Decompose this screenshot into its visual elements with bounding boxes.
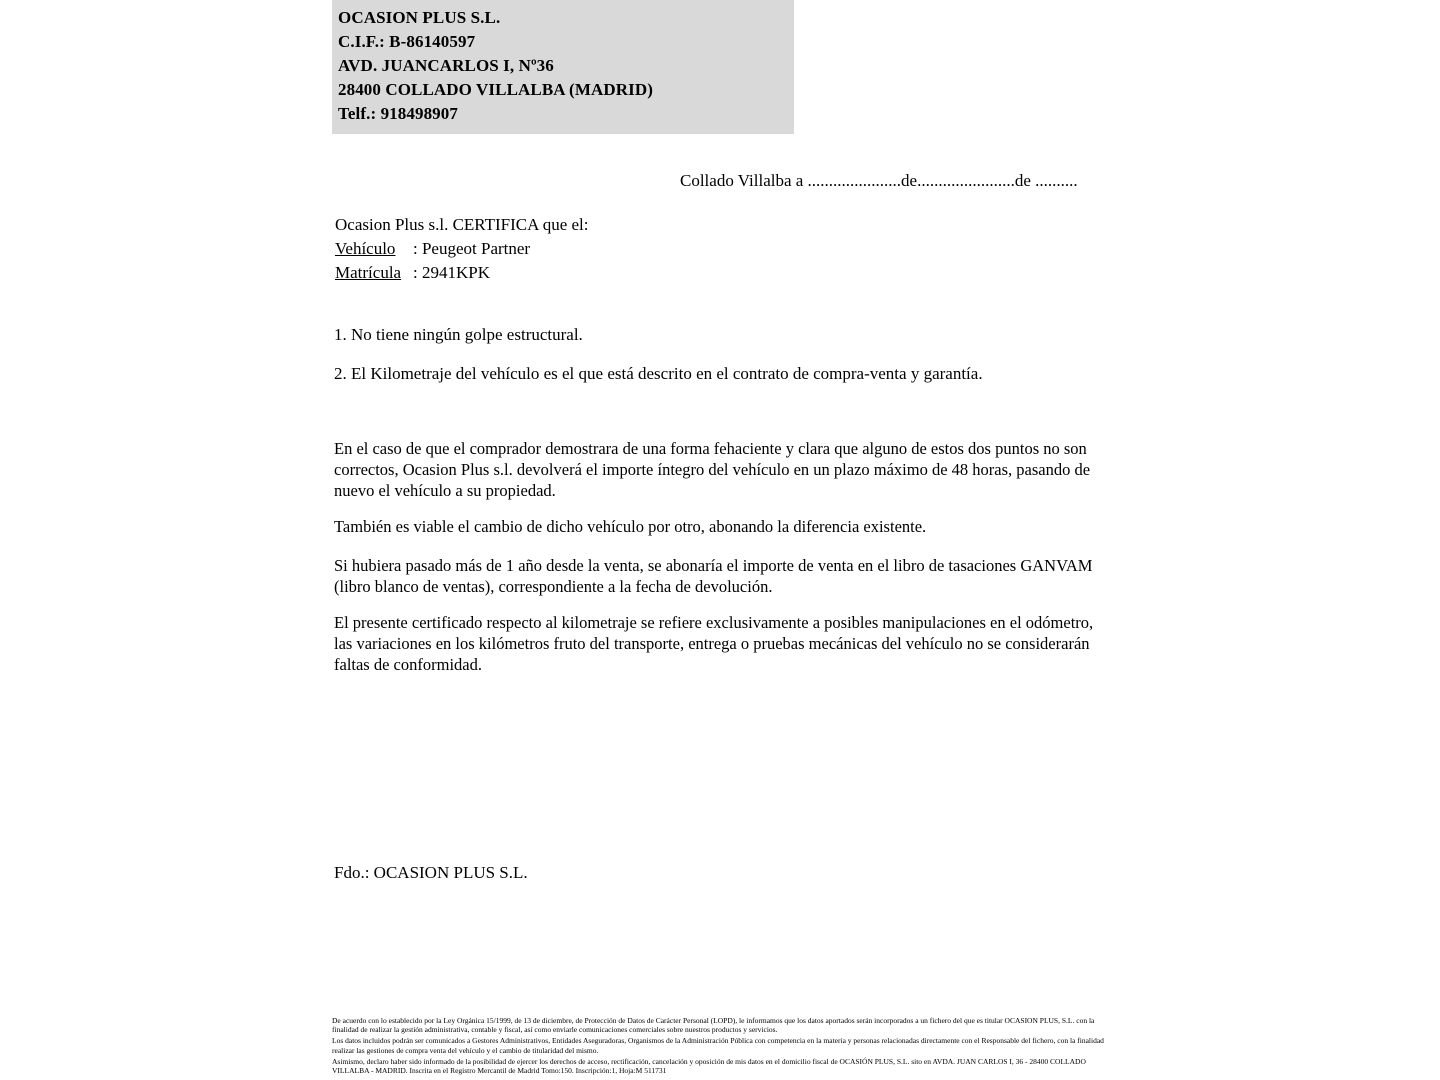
legal-notice — [332, 1016, 1122, 1077]
company-name: OCASION PLUS S.L. — [338, 8, 501, 27]
point-2: 2. El Kilometraje del vehículo es el que está descrito en el contrato de compra-venta y garantía. — [334, 364, 983, 383]
legal-paragraph-1: De acuerdo con lo establecido por la Ley Orgánica 15/1999, de 13 de diciembre, de Protección de Datos de Carácter Personal (LOPD), le informamos que los datos aportados serán incorporados a un fichero del que es titular OCASION PLUS, S.L. con la finalidad de realizar la gestión administrativa, contable y fiscal, así como enviarle comunicaciones comerciales sobre nuestros productos y servicios. — [332, 1016, 1095, 1035]
date-line: Collado Villalba a ......................de.......................de .......... — [680, 171, 1078, 190]
vehicle-label: Vehículo — [335, 239, 396, 258]
vehicle-row — [335, 237, 589, 261]
company-city: 28400 COLLADO VILLALBA (MADRID) — [338, 80, 653, 99]
point-1: 1. No tiene ningún golpe estructural. — [334, 325, 583, 344]
paragraph-exchange-option: También es viable el cambio de dicho vehículo por otro, abonando la diferencia existente. — [334, 517, 927, 536]
paragraph-odometer-scope: El presente certificado respecto al kilometraje se refiere exclusivamente a posibles manipulaciones en el odómetro, las variaciones en los kilómetros fruto del transporte, entrega o pruebas mecánicas del vehículo no se considerarán faltas de conformidad. — [334, 613, 1094, 674]
signature-line: Fdo.: OCASION PLUS S.L. — [334, 863, 528, 882]
company-phone: Telf.: 918498907 — [338, 104, 458, 123]
plate-label: Matrícula — [335, 263, 402, 282]
paragraph-after-one-year: Si hubiera pasado más de 1 año desde la venta, se abonaría el importe de venta en el libro de tasaciones GANVAM (libro blanco de ventas), correspondiente a la fecha de devolución. — [334, 556, 1093, 596]
plate-row — [335, 261, 589, 285]
company-cif: C.I.F.: B-86140597 — [338, 32, 476, 51]
company-header-block — [332, 0, 794, 134]
plate-value: : 2941KPK — [413, 263, 490, 282]
legal-paragraph-2: Los datos incluidos podrán ser comunicados a Gestores Administrativos, Entidades Aseguradoras, Organismos de la Administración Pública con competencia en la materia y personas relacionadas directamente con el Responsable del fichero, con la finalidad realizar las gestiones de compra venta del vehículo y el cambio de titularidad del mismo. — [332, 1036, 1104, 1055]
certification-block — [335, 213, 589, 285]
certification-intro: Ocasion Plus s.l. CERTIFICA que el: — [335, 215, 589, 234]
paragraph-refund-terms: En el caso de que el comprador demostrara de una forma fehaciente y clara que alguno de estos dos puntos no son correctos, Ocasion Plus s.l. devolverá el importe íntegro del vehículo en un plazo máximo de 48 horas, pasando de nuevo el vehículo a su propiedad. — [334, 439, 1091, 500]
vehicle-value: : Peugeot Partner — [413, 239, 531, 258]
legal-paragraph-3: Asimismo, declaro haber sido informado de la posibilidad de ejercer los derechos de acceso, rectificación, cancelación y oposición de mis datos en el domicilio fiscal de OCASIÓN PLUS, S.L. sito en AVDA. JUAN CARLOS I, 36 - 28400 COLLADO VILLALBA - MADRID. Inscrita en el Registro Mercantil de Madrid Tomo:150. Inscripción:1, Hoja:M 511731 — [332, 1056, 1086, 1076]
company-address: AVD. JUANCARLOS I, Nº36 — [338, 56, 554, 75]
